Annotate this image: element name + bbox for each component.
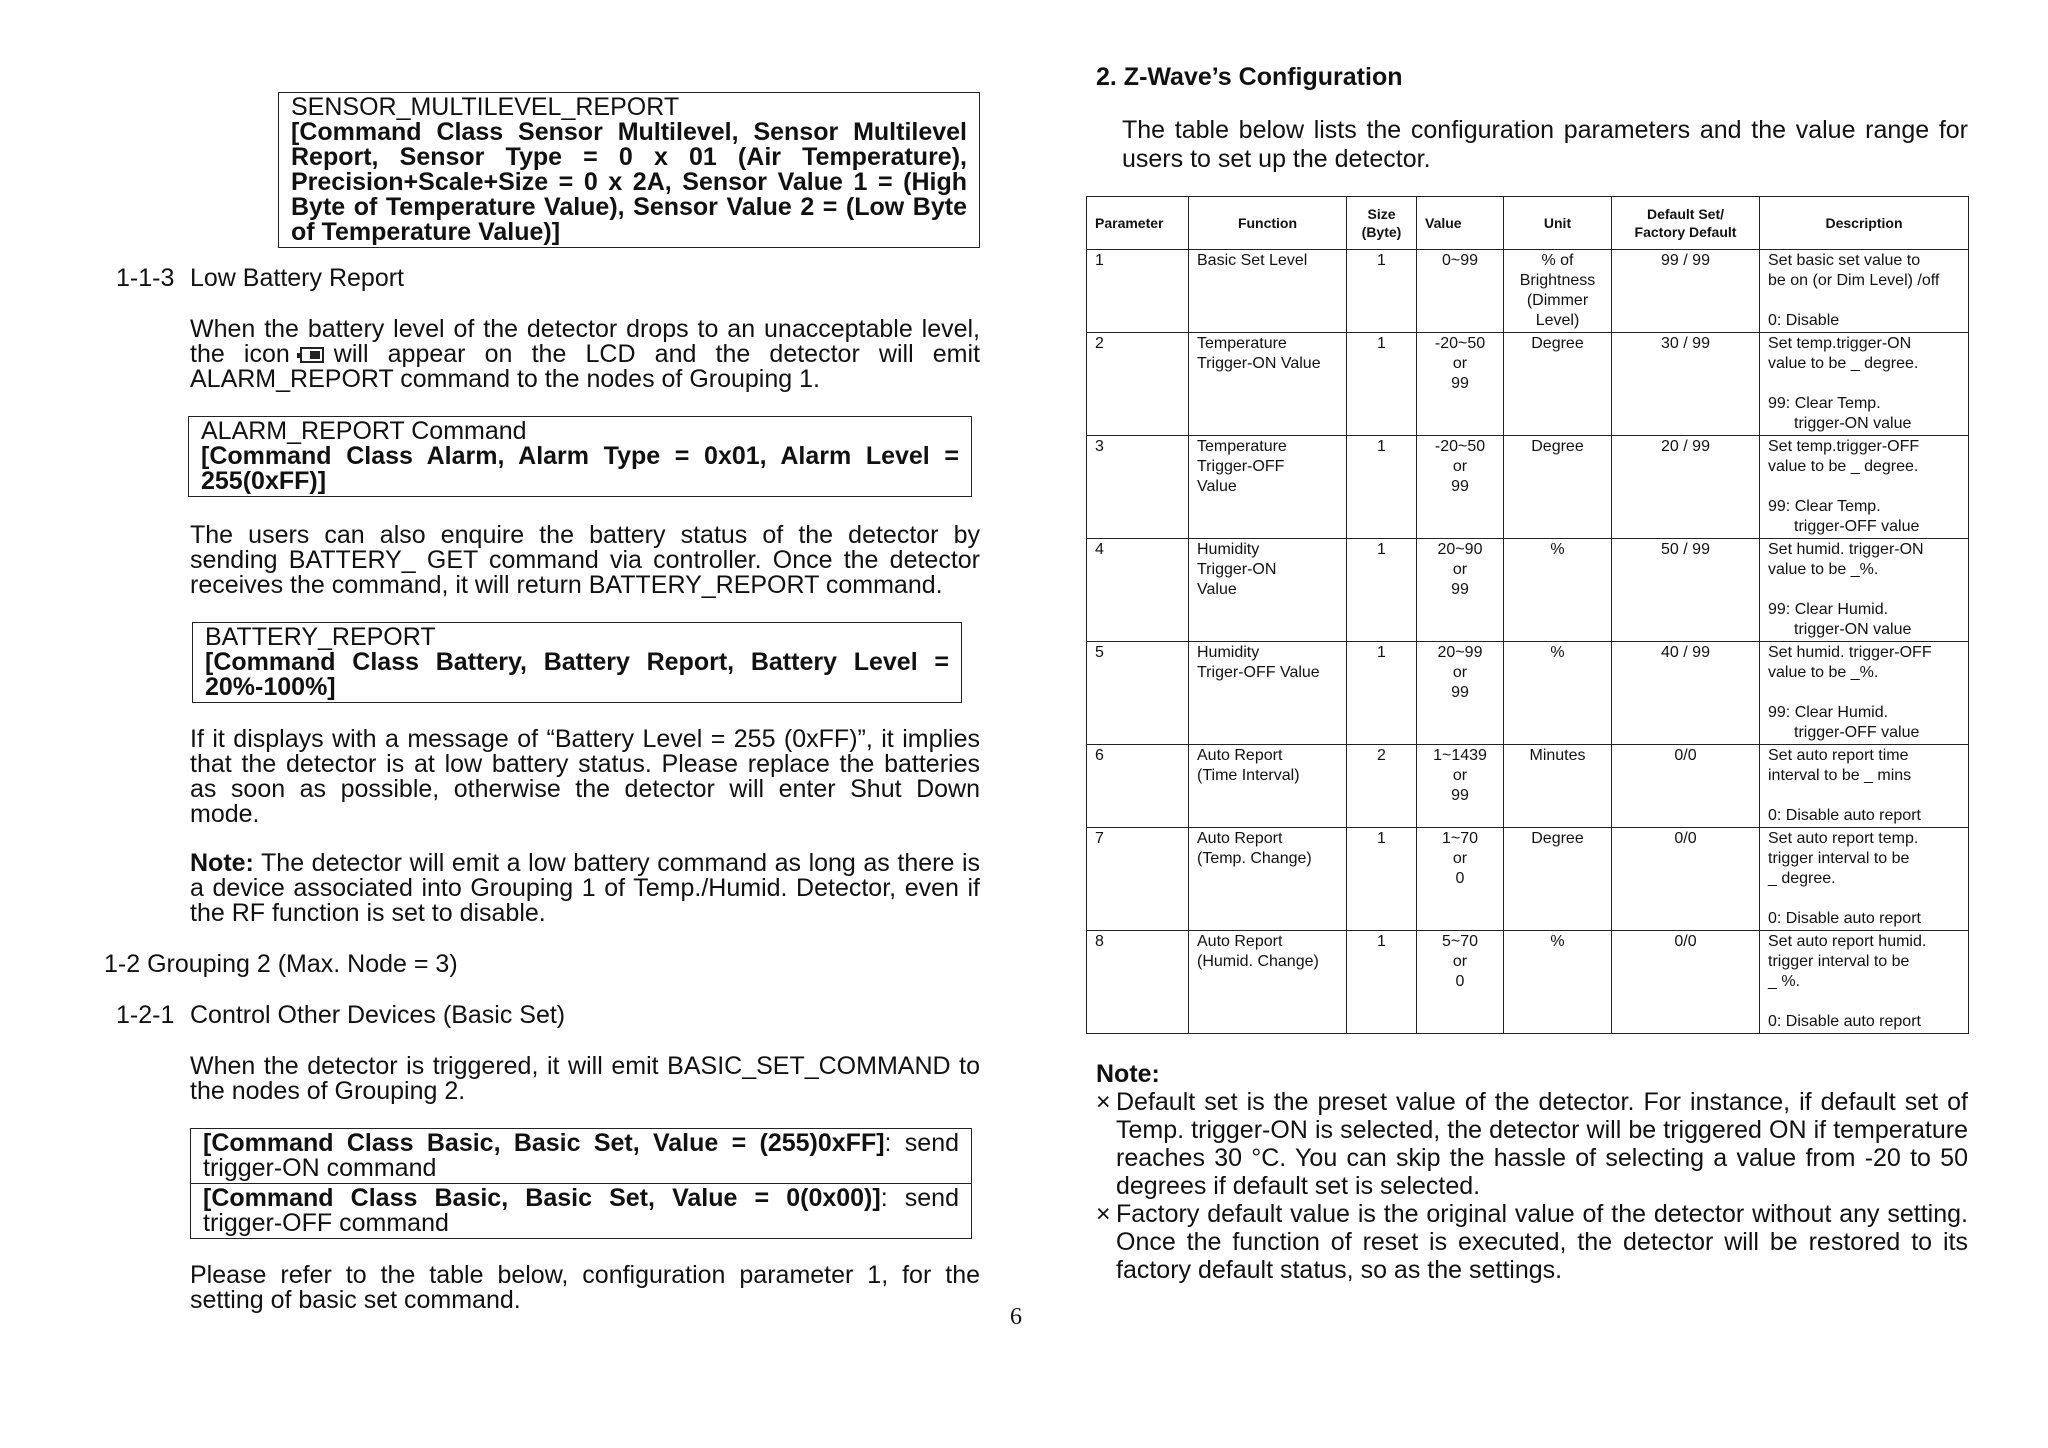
basic-set-row: [191, 1129, 971, 1183]
cell-line: or: [1452, 953, 1468, 970]
default-cell: 30 / 99: [1612, 333, 1760, 436]
line-gap: [1768, 889, 1960, 909]
line-gap: [1768, 291, 1960, 311]
cell-line: or: [1452, 767, 1468, 784]
function-cell: [1189, 539, 1347, 642]
left-page: [100, 92, 980, 1313]
alarm-box-body: [Command Class Alarm, Alarm Type = 0x01, Alarm Level = 255(0xFF)]: [201, 442, 959, 495]
unit-cell: [1504, 828, 1612, 931]
cell-line: (Humid. Change): [1197, 953, 1319, 970]
size-cell: 1: [1347, 436, 1417, 539]
param-cell: 1: [1087, 250, 1189, 333]
unit-cell: [1504, 642, 1612, 745]
para-text: will appear on the LCD and the detector will emit ALARM_REPORT command to the nodes of Grouping 1.: [190, 340, 981, 393]
cell-line: -20~50: [1434, 438, 1486, 455]
cell-line: 0: Disable auto report: [1768, 910, 1921, 927]
note-mark: ×: [1096, 1200, 1111, 1228]
header-default-line: Default Set/: [1646, 206, 1724, 222]
notes-section: [1096, 1060, 1968, 1284]
cell-line: 0: Disable: [1768, 312, 1840, 329]
cell-line: 0: Disable auto report: [1768, 807, 1921, 824]
cell-line: Degree: [1531, 335, 1584, 352]
low-battery-paragraph: [190, 317, 980, 392]
size-cell: 2: [1347, 745, 1417, 828]
description-cell: [1760, 333, 1969, 436]
cell-line: 0~99: [1441, 252, 1479, 269]
line-gap: [1768, 992, 1960, 1012]
note-item: [1096, 1200, 1968, 1284]
cell-line: Brightness: [1519, 272, 1596, 289]
cell-line: trigger interval to be: [1768, 953, 1910, 970]
control-devices-heading: [116, 1003, 980, 1028]
cell-line: be on (or Dim Level) /off: [1768, 272, 1940, 289]
unit-cell: [1504, 436, 1612, 539]
cell-line: value to be _%.: [1768, 664, 1879, 681]
grouping2-heading: 1-2 Grouping 2 (Max. Node = 3): [104, 950, 458, 978]
cell-line: Level): [1535, 312, 1580, 329]
header-default: [1612, 197, 1760, 250]
cell-line: Auto Report: [1197, 830, 1283, 847]
enquire-paragraph: The users can also enquire the battery status of the detector by sending BATTERY_ GET command via controller. Once the detector receives the command, it will return BATTERY_REPORT command.: [190, 521, 980, 599]
function-cell: [1189, 333, 1347, 436]
value-cell: [1417, 333, 1504, 436]
cell-line: 0: [1455, 870, 1465, 887]
table-row: [1087, 828, 1969, 931]
default-cell: 50 / 99: [1612, 539, 1760, 642]
cell-line: Set auto report temp.: [1768, 830, 1919, 847]
header-description: Description: [1760, 197, 1969, 250]
line-gap: [1768, 786, 1960, 806]
default-cell: 20 / 99: [1612, 436, 1760, 539]
alarm-report-box: [188, 416, 972, 497]
command-text: [Command Class Basic, Basic Set, Value = (255)0xFF]: [203, 1129, 885, 1157]
cell-line: Set auto report time: [1768, 747, 1909, 764]
line-gap: [1768, 477, 1960, 497]
cell-line: trigger interval to be: [1768, 850, 1910, 867]
value-cell: [1417, 642, 1504, 745]
note-item: [1096, 1088, 1968, 1200]
battery-box-body: [Command Class Battery, Battery Report, Battery Level = 20%-100%]: [205, 648, 949, 701]
cell-line: 1~1439: [1433, 747, 1487, 764]
value-cell: [1417, 436, 1504, 539]
function-cell: [1189, 931, 1347, 1034]
note-text: Factory default value is the original value of the detector without any setting. Once the function of reset is executed, the detector will be restored to its factory default status, so as the settings.: [1116, 1200, 1968, 1284]
cell-line: 99: [1451, 787, 1469, 804]
section-title: Low Battery Report: [190, 264, 404, 292]
cell-line: 20~90: [1437, 541, 1483, 558]
sensor-box-body: [Command Class Sensor Multilevel, Sensor Multilevel Report, Sensor Type = 0 x 01 (Air Temperature), Precision+Scale+Size = 0 x 2A, Sensor Value 1 = (High Byte of Temperature Value), Sensor Value 2 = (Low Byte of Temperature Value)]: [291, 118, 967, 246]
cell-line: -20~50: [1434, 335, 1486, 352]
cell-line: 1~70: [1441, 830, 1479, 847]
line-gap: [1768, 374, 1960, 394]
battery-report-box: [192, 622, 962, 703]
note-text: The detector will emit a low battery command as long as there is a device associated into Grouping 1 of Temp./Humid. Detector, even if the RF function is set to disable.: [190, 849, 980, 927]
cell-line: trigger-ON value: [1794, 415, 1912, 432]
cell-line: _ degree.: [1768, 870, 1836, 887]
cell-line: Triger-OFF Value: [1197, 664, 1320, 681]
value-cell: [1417, 250, 1504, 333]
sensor-box-title: SENSOR_MULTILEVEL_REPORT: [291, 93, 680, 121]
description-cell: [1760, 931, 1969, 1034]
cell-line: Set basic set value to: [1768, 252, 1921, 269]
function-cell: [1189, 745, 1347, 828]
param-cell: 8: [1087, 931, 1189, 1034]
size-cell: 1: [1347, 539, 1417, 642]
function-cell: [1189, 250, 1347, 333]
line-gap: [1768, 580, 1960, 600]
description-cell: [1760, 539, 1969, 642]
config-intro: The table below lists the configuration parameters and the value range for users to set up the detector.: [1122, 116, 1968, 173]
unit-cell: [1504, 250, 1612, 333]
header-parameter: Parameter: [1087, 197, 1189, 250]
cell-line: (Dimmer: [1526, 292, 1589, 309]
function-cell: [1189, 642, 1347, 745]
default-cell: 0/0: [1612, 828, 1760, 931]
header-unit: Unit: [1504, 197, 1612, 250]
description-cell: [1760, 250, 1969, 333]
cell-line: trigger-OFF value: [1794, 724, 1920, 741]
command-desc: : send trigger-OFF command: [203, 1184, 959, 1237]
cell-line: %: [1550, 933, 1565, 950]
cell-line: % of: [1541, 252, 1574, 269]
note-label: Note:: [190, 849, 254, 877]
note-mark: ×: [1096, 1088, 1111, 1116]
param-cell: 3: [1087, 436, 1189, 539]
cell-line: Set humid. trigger-ON: [1768, 541, 1924, 558]
cell-line: Set temp.trigger-OFF: [1768, 438, 1920, 455]
cell-line: 99: Clear Temp.: [1768, 395, 1881, 412]
cell-line: or: [1452, 458, 1468, 475]
default-cell: 0/0: [1612, 745, 1760, 828]
cell-line: Humidity: [1197, 541, 1260, 558]
default-cell: 40 / 99: [1612, 642, 1760, 745]
param-cell: 2: [1087, 333, 1189, 436]
default-cell: 99 / 99: [1612, 250, 1760, 333]
cell-line: %: [1550, 644, 1565, 661]
cell-line: 0: [1455, 973, 1465, 990]
cell-line: trigger-OFF value: [1794, 518, 1920, 535]
para-text: When the battery level of the detector drops to an unacceptable level, the icon: [190, 315, 980, 368]
command-text: [Command Class Basic, Basic Set, Value = 0(0x00)]: [203, 1184, 881, 1212]
cell-line: or: [1452, 355, 1468, 372]
cell-line: Set temp.trigger-ON: [1768, 335, 1912, 352]
unit-cell: [1504, 333, 1612, 436]
description-cell: [1760, 828, 1969, 931]
line-gap: [1768, 683, 1960, 703]
cell-line: 0: Disable auto report: [1768, 1013, 1921, 1030]
cell-line: Temperature: [1197, 438, 1287, 455]
note-text: Default set is the preset value of the detector. For instance, if default set of Temp. trigger-ON is selected, the detector will be triggered ON if temperature reaches 30 °C. You can skip the hassle of selecting a value from -20 to 50 degrees if default set is selected.: [1116, 1088, 1968, 1200]
table-row: [1087, 539, 1969, 642]
cell-line: value to be _ degree.: [1768, 355, 1919, 372]
cell-line: Degree: [1531, 830, 1584, 847]
config-heading: 2. Z-Wave’s Configuration: [1096, 63, 1403, 91]
default-cell: 0/0: [1612, 931, 1760, 1034]
cell-line: 99: Clear Temp.: [1768, 498, 1881, 515]
cell-line: 5~70: [1441, 933, 1479, 950]
table-row: [1087, 250, 1969, 333]
description-cell: [1760, 642, 1969, 745]
command-desc: : send trigger-ON command: [203, 1129, 960, 1182]
cell-line: or: [1452, 850, 1468, 867]
cell-line: trigger-ON value: [1794, 621, 1912, 638]
param-cell: 4: [1087, 539, 1189, 642]
cell-line: Trigger-OFF: [1197, 458, 1285, 475]
unit-cell: [1504, 745, 1612, 828]
cell-line: Humidity: [1197, 644, 1260, 661]
header-function: Function: [1189, 197, 1347, 250]
unit-cell: [1504, 931, 1612, 1034]
section-title: Control Other Devices (Basic Set): [190, 1001, 566, 1029]
cell-line: Value: [1197, 581, 1237, 598]
cell-line: 99: [1451, 478, 1469, 495]
cell-line: Set auto report humid.: [1768, 933, 1927, 950]
size-cell: 1: [1347, 642, 1417, 745]
cell-line: (Time Interval): [1197, 767, 1300, 784]
low-battery-heading: [116, 266, 980, 291]
param-cell: 7: [1087, 828, 1189, 931]
function-cell: [1189, 828, 1347, 931]
description-cell: [1760, 745, 1969, 828]
header-size: [1347, 197, 1417, 250]
value-cell: [1417, 931, 1504, 1034]
param-cell: 6: [1087, 745, 1189, 828]
size-cell: 1: [1347, 250, 1417, 333]
cell-line: value to be _%.: [1768, 561, 1879, 578]
basic-set-table: [190, 1128, 972, 1239]
header-value: Value: [1417, 197, 1504, 250]
table-row: [1087, 642, 1969, 745]
value-cell: [1417, 745, 1504, 828]
cell-line: Auto Report: [1197, 747, 1283, 764]
battery-level-paragraph: If it displays with a message of “Battery Level = 255 (0xFF)”, it implies that the detector is at low battery status. Please replace the batteries as soon as possible, otherwise the detector will enter Shut Down mode.: [190, 725, 980, 828]
table-header-row: [1087, 197, 1969, 250]
cell-line: Minutes: [1529, 747, 1586, 764]
cell-line: or: [1452, 561, 1468, 578]
size-cell: 1: [1347, 828, 1417, 931]
cell-line: 99: Clear Humid.: [1768, 704, 1889, 721]
cell-line: value to be _ degree.: [1768, 458, 1919, 475]
cell-line: 99: [1451, 684, 1469, 701]
notes-label: Note:: [1096, 1060, 1160, 1088]
header-size-line: (Byte): [1361, 224, 1402, 240]
param-cell: 5: [1087, 642, 1189, 745]
alarm-box-title: ALARM_REPORT Command: [201, 417, 527, 445]
table-row: [1087, 931, 1969, 1034]
cell-line: 99: [1451, 375, 1469, 392]
cell-line: Trigger-ON: [1197, 561, 1277, 578]
note-paragraph: [190, 851, 980, 926]
battery-box-title: BATTERY_REPORT: [205, 623, 436, 651]
cell-line: 99: Clear Humid.: [1768, 601, 1889, 618]
cell-line: interval to be _ mins: [1768, 767, 1912, 784]
cell-line: Value: [1197, 478, 1237, 495]
refer-paragraph: Please refer to the table below, configuration parameter 1, for the setting of basic set command.: [190, 1261, 980, 1314]
header-default-line: Factory Default: [1634, 224, 1737, 240]
unit-cell: [1504, 539, 1612, 642]
section-number: 1-1-3: [116, 264, 175, 292]
description-cell: [1760, 436, 1969, 539]
size-cell: 1: [1347, 333, 1417, 436]
cell-line: Degree: [1531, 438, 1584, 455]
header-size-line: Size: [1367, 206, 1396, 222]
battery-icon: [300, 347, 324, 363]
cell-line: Trigger-ON Value: [1197, 355, 1321, 372]
triggered-paragraph: When the detector is triggered, it will emit BASIC_SET_COMMAND to the nodes of Grouping 2.: [190, 1052, 980, 1105]
cell-line: Auto Report: [1197, 933, 1283, 950]
page-number: 6: [1010, 1304, 1022, 1330]
cell-line: or: [1452, 664, 1468, 681]
cell-line: Basic Set Level: [1197, 252, 1308, 269]
cell-line: Set humid. trigger-OFF: [1768, 644, 1932, 661]
cell-line: (Temp. Change): [1197, 850, 1312, 867]
cell-line: %: [1550, 541, 1565, 558]
cell-line: _ %.: [1768, 973, 1801, 990]
section-number: 1-2-1: [116, 1001, 175, 1029]
sensor-multilevel-box: [278, 92, 980, 248]
table-row: [1087, 745, 1969, 828]
size-cell: 1: [1347, 931, 1417, 1034]
cell-line: Temperature: [1197, 335, 1287, 352]
cell-line: 20~99: [1437, 644, 1483, 661]
table-row: [1087, 333, 1969, 436]
right-page: [1086, 64, 1968, 1284]
cell-line: 99: [1451, 581, 1469, 598]
value-cell: [1417, 828, 1504, 931]
value-cell: [1417, 539, 1504, 642]
function-cell: [1189, 436, 1347, 539]
table-row: [1087, 436, 1969, 539]
basic-set-row: [191, 1183, 971, 1238]
config-table-body: [1087, 250, 1969, 1034]
config-table: [1086, 196, 1969, 1034]
